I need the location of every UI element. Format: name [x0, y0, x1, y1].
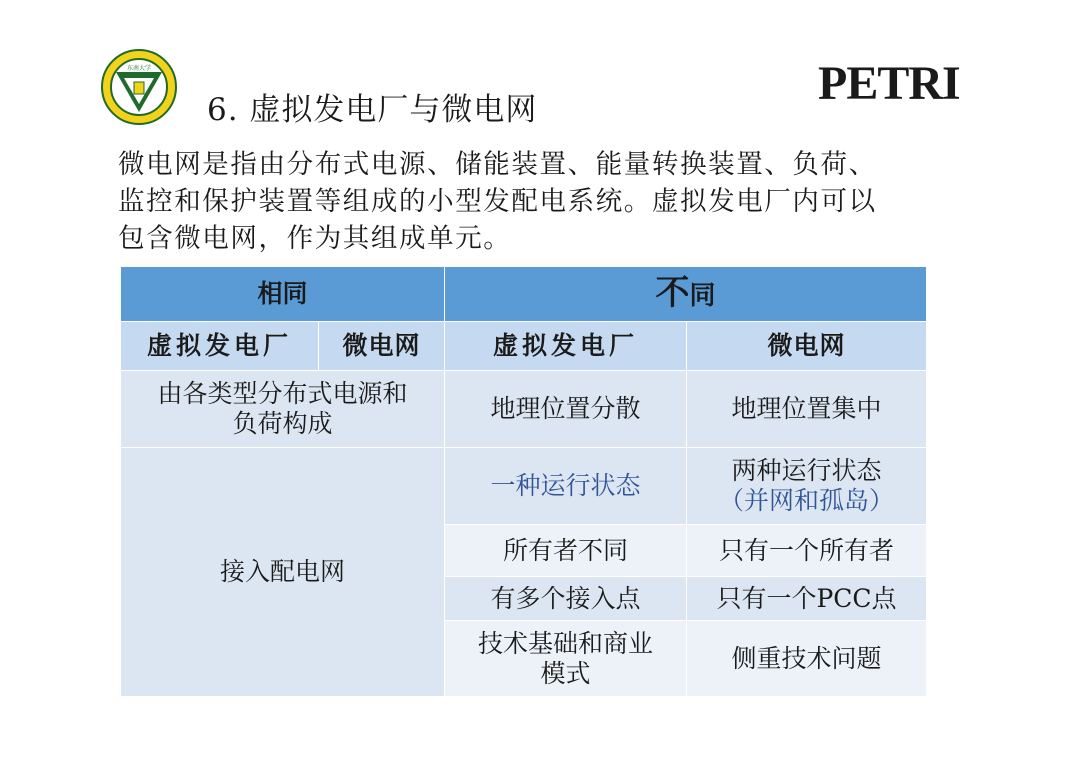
- comparison-table: [120, 266, 927, 697]
- subheader-vpp: 虚拟发电厂: [121, 322, 319, 371]
- diff-mg-cell: 侧重技术问题: [687, 621, 927, 697]
- diff-vpp-cell: 技术基础和商业 模式: [445, 621, 687, 697]
- diff-vpp-cell: 地理位置分散: [445, 371, 687, 448]
- same-cell-composition: 由各类型分布式电源和 负荷构成: [121, 371, 445, 448]
- header-different: 不同: [445, 267, 927, 322]
- subheader-microgrid-diff: 微电网: [687, 322, 927, 371]
- diff-mg-cell: 地理位置集中: [687, 371, 927, 448]
- same-cell-grid-access: 接入配电网: [121, 448, 445, 697]
- diff-vpp-cell: 有多个接入点: [445, 577, 687, 621]
- header-same: 相同: [121, 267, 445, 322]
- intro-paragraph: [118, 146, 948, 257]
- subheader-microgrid: 微电网: [319, 322, 445, 371]
- university-logo: [100, 48, 178, 126]
- table-row: [121, 371, 927, 448]
- table-subheader-row: [121, 322, 927, 371]
- diff-mg-cell: 两种运行状态 （并网和孤岛）: [687, 448, 927, 525]
- diff-vpp-cell: 一种运行状态: [445, 448, 687, 525]
- brand-logo-text: PETRI: [818, 57, 960, 110]
- intro-line-2: 监控和保护装置等组成的小型发配电系统。虚拟发电厂内可以: [118, 186, 877, 217]
- subheader-vpp-diff: 虚拟发电厂: [445, 322, 687, 371]
- diff-mg-cell: 只有一个所有者: [687, 525, 927, 577]
- diff-mg-cell: 只有一个PCC点: [687, 577, 927, 621]
- table-header-row: [121, 267, 927, 322]
- diff-vpp-cell: 所有者不同: [445, 525, 687, 577]
- logo-center-text: 东南大学: [126, 65, 152, 72]
- slide-title: 6. 虚拟发电厂与微电网: [207, 92, 538, 128]
- table-row: [121, 448, 927, 525]
- intro-line-1: 微电网是指由分布式电源、储能装置、能量转换装置、负荷、: [118, 149, 877, 180]
- intro-line-3: 包含微电网，作为其组成单元。: [118, 223, 512, 254]
